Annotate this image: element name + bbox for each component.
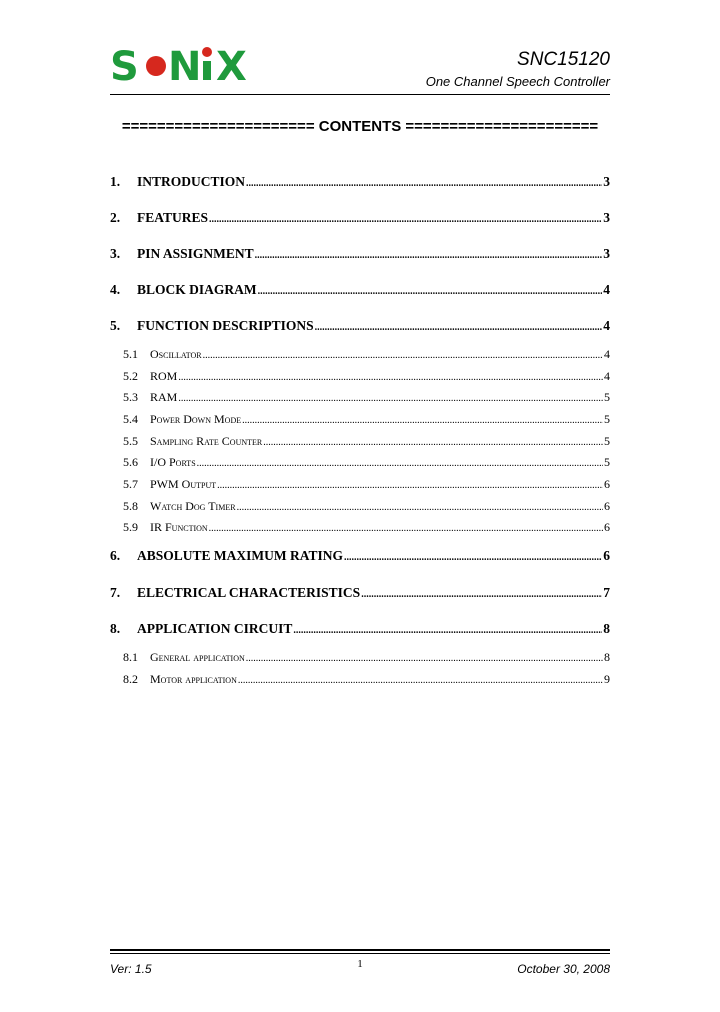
toc-entry[interactable]: [110, 369, 610, 384]
toc-entry-title: ABSOLUTE MAXIMUM RATING: [137, 548, 344, 563]
toc-entry-number: 5.6: [123, 455, 138, 469]
footer-rule-thin: [110, 953, 610, 954]
toc-entry[interactable]: [110, 318, 610, 334]
toc-entry-title: APPLICATION CIRCUIT: [137, 621, 293, 636]
toc-entry[interactable]: [110, 434, 610, 449]
toc-entry-title: FUNCTION DESCRIPTIONS: [137, 318, 314, 333]
toc-entry-title: Motor application: [150, 672, 237, 686]
toc-dot-leader: [203, 350, 603, 361]
toc-entry-page: 9: [604, 672, 610, 686]
toc-dot-leader: [293, 625, 602, 636]
toc-dot-leader: [209, 214, 602, 225]
toc-dot-leader: [263, 437, 603, 448]
toc-dot-leader: [344, 552, 602, 563]
toc-entry-number: 5.2: [123, 369, 138, 383]
toc-dot-leader: [209, 523, 603, 534]
toc-entry[interactable]: [110, 347, 610, 362]
toc-entry-page: 6: [604, 499, 610, 513]
model-number: SNC15120: [517, 49, 610, 70]
toc-entry-number: 4.: [110, 282, 121, 297]
toc-entry-number: 8.: [110, 621, 121, 636]
toc-entry[interactable]: [110, 621, 610, 637]
toc-dot-leader: [258, 286, 603, 297]
toc-entry[interactable]: [110, 650, 610, 665]
toc-dot-leader: [217, 480, 603, 491]
svg-text:X: X: [216, 44, 247, 86]
toc-entry-title: Power Down Mode: [150, 412, 242, 426]
toc-entry-page: 7: [603, 585, 610, 600]
toc-entry-number: 5.4: [123, 412, 138, 426]
document-subtitle: One Channel Speech Controller: [425, 74, 610, 89]
toc-entry-number: 7.: [110, 585, 121, 600]
toc-entry-title: Oscillator: [150, 347, 202, 361]
toc-entry-page: 4: [603, 282, 610, 297]
toc-dot-leader: [255, 250, 603, 261]
toc-dot-leader: [246, 653, 603, 664]
toc-entry[interactable]: [110, 210, 610, 226]
toc-dot-leader: [361, 589, 602, 600]
toc-entry-number: 5.9: [123, 520, 138, 534]
toc-entry-title: FEATURES: [137, 210, 209, 225]
header-rule: [110, 94, 610, 95]
toc-entry-title: ELECTRICAL CHARACTERISTICS: [137, 585, 361, 600]
toc-entry-title: IR Function: [150, 520, 208, 534]
toc-entry-number: 2.: [110, 210, 121, 225]
toc-entry-page: 4: [603, 318, 610, 333]
toc-dot-leader: [246, 178, 602, 189]
toc-entry[interactable]: [110, 585, 610, 601]
toc-entry-number: 5.7: [123, 477, 138, 491]
toc-dot-leader: [178, 372, 603, 383]
toc-entry-title: RAM: [150, 390, 178, 404]
page-footer: [110, 960, 610, 980]
toc-entry-page: 5: [604, 390, 610, 404]
toc-entry-title: INTRODUCTION: [137, 174, 246, 189]
toc-entry-title: Sampling Rate Counter: [150, 434, 263, 448]
svg-text:S: S: [110, 44, 139, 86]
document-header: [426, 50, 610, 90]
toc-dot-leader: [197, 458, 603, 469]
toc-entry-number: 5.3: [123, 390, 138, 404]
toc-entry-page: 8: [603, 621, 610, 636]
toc-dot-leader: [237, 502, 603, 513]
version-label: Ver: 1.5: [110, 962, 152, 976]
toc-entry-title: PIN ASSIGNMENT: [137, 246, 254, 261]
toc-entry-number: 8.2: [123, 672, 138, 686]
toc-entry-title: General application: [150, 650, 245, 664]
svg-text:N: N: [168, 44, 202, 86]
toc-entry-page: 3: [603, 174, 610, 189]
toc-entry-page: 5: [604, 412, 610, 426]
toc-entry-title: I/O Ports: [150, 455, 196, 469]
toc-entry-number: 3.: [110, 246, 121, 261]
toc-entry-title: PWM Output: [150, 477, 217, 491]
toc-entry-page: 3: [603, 246, 610, 261]
toc-entry-number: 1.: [110, 174, 121, 189]
toc-entry-title: BLOCK DIAGRAM: [137, 282, 257, 297]
toc-entry-number: 5.8: [123, 499, 138, 513]
toc-entry-page: 5: [604, 434, 610, 448]
toc-entry-page: 6: [604, 520, 610, 534]
toc-entry-number: 5.: [110, 318, 121, 333]
toc-entry-title: Watch Dog Timer: [150, 499, 236, 513]
toc-entry[interactable]: [110, 520, 610, 535]
toc-entry[interactable]: [110, 499, 610, 514]
toc-entry[interactable]: [110, 174, 610, 190]
toc-entry-page: 6: [603, 548, 610, 563]
contents-heading: ====================== CONTENTS ======================: [121, 118, 599, 135]
toc-entry[interactable]: [110, 390, 610, 405]
toc-dot-leader: [178, 393, 603, 404]
toc-entry[interactable]: [110, 455, 610, 470]
toc-entry-number: 8.1: [123, 650, 138, 664]
toc-entry-page: 4: [604, 369, 610, 383]
toc-entry-number: 5.5: [123, 434, 138, 448]
toc-entry-number: 6.: [110, 548, 121, 563]
toc-entry-page: 5: [604, 455, 610, 469]
toc-dot-leader: [242, 415, 603, 426]
toc-dot-leader: [315, 322, 603, 333]
footer-rule: [110, 949, 610, 951]
toc-entry[interactable]: [110, 548, 610, 564]
toc-entry-page: 8: [604, 650, 610, 664]
toc-entry[interactable]: [110, 477, 610, 492]
release-date: October 30, 2008: [517, 962, 610, 976]
toc-entry-page: 6: [604, 477, 610, 491]
toc-dot-leader: [238, 675, 603, 686]
toc-entry-number: 5.1: [123, 347, 138, 361]
toc-entry-page: 4: [604, 347, 610, 361]
page-number: 1: [357, 958, 363, 970]
toc-entry[interactable]: [110, 412, 610, 427]
sonix-logo: [110, 44, 275, 86]
toc-entry[interactable]: [110, 672, 610, 687]
toc-entry-title: ROM: [150, 369, 178, 383]
toc-entry[interactable]: [110, 246, 610, 262]
toc-entry[interactable]: [110, 282, 610, 298]
toc-entry-page: 3: [603, 210, 610, 225]
